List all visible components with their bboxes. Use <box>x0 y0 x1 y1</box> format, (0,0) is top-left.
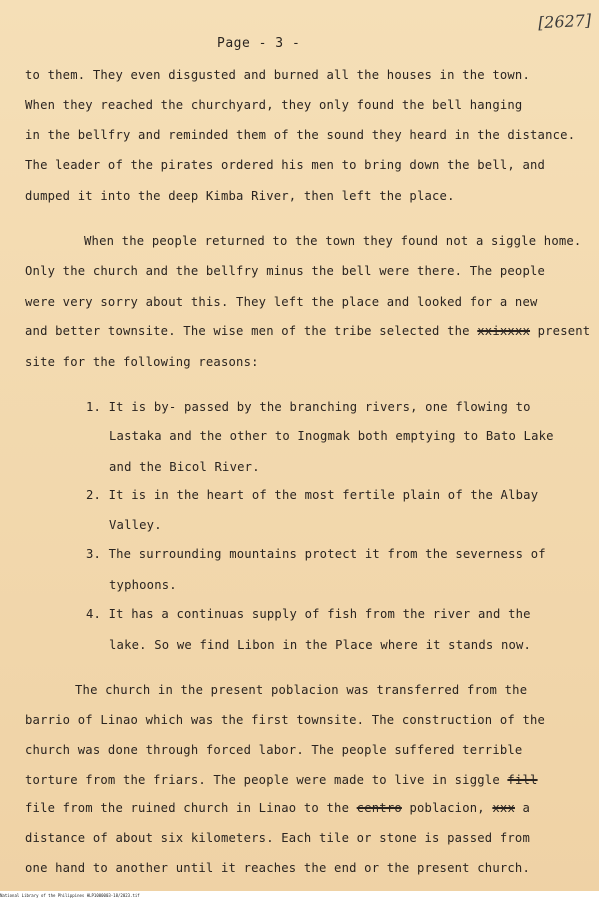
text-line: were very sorry about this. They left the place and looked for a new <box>25 295 538 309</box>
page-number: Page - 3 - <box>217 36 301 51</box>
text-line: distance of about six kilometers. Each tile or stone is passed from <box>25 831 531 845</box>
text-line: barrio of Linao which was the first townsite. The construction of the <box>25 713 546 727</box>
text-line-main: torture from the friars. The people were made to live in siggle <box>25 773 500 787</box>
text-line: dumped it into the deep Kimba River, then left the place. <box>25 189 455 203</box>
text-line-main: and better townsite. The wise men of the tribe selected the <box>25 324 470 338</box>
text-word: poblacion, <box>409 801 485 815</box>
struck-word: xxx <box>492 801 515 815</box>
list-item-continued: and the Bicol River. <box>109 460 260 474</box>
text-line: site for the following reasons: <box>25 355 259 369</box>
struck-word: centro <box>356 801 402 815</box>
archive-annotation: [2627] <box>537 10 592 33</box>
text-line: The leader of the pirates ordered his men to bring down the bell, and <box>25 158 546 172</box>
text-word: present <box>537 324 591 338</box>
text-line: The church in the present poblacion was transferred from the <box>75 683 528 697</box>
list-item-continued: lake. So we find Libon in the Place where it stands now. <box>109 638 532 652</box>
text-line <box>25 324 590 338</box>
text-word: a <box>522 801 531 815</box>
text-line: one hand to another until it reaches the end or the present church. <box>25 861 531 875</box>
text-line: to them. They even disgusted and burned all the houses in the town. <box>25 68 531 82</box>
text-line <box>25 801 530 815</box>
list-item: 2. It is in the heart of the most fertile plain of the Albay <box>86 488 539 502</box>
text-line: When they reached the churchyard, they only found the bell hanging <box>25 98 523 112</box>
list-item-continued: typhoons. <box>109 578 177 592</box>
struck-word: fill <box>507 773 538 787</box>
footer-caption: National Library of the Philippines HLP1000003-18/2023.tif <box>0 893 140 898</box>
list-item: 3. The surrounding mountains protect it from the severness of <box>86 547 546 561</box>
list-item: 1. It is by- passed by the branching rivers, one flowing to <box>86 400 531 414</box>
text-line <box>25 773 538 787</box>
text-line: church was done through forced labor. The people suffered terrible <box>25 743 523 757</box>
list-item-continued: Valley. <box>109 518 162 532</box>
list-item: 4. It has a continuas supply of fish from the river and the <box>86 607 531 621</box>
struck-word: xxixxxx <box>477 324 531 338</box>
text-line: in the bellfry and reminded them of the sound they heard in the distance. <box>25 128 576 142</box>
list-item-continued: Lastaka and the other to Inogmak both emptying to Bato Lake <box>109 429 554 443</box>
text-line-main: file from the ruined church in Linao to the <box>25 801 350 815</box>
text-line: Only the church and the bellfry minus the bell were there. The people <box>25 264 546 278</box>
text-line: When the people returned to the town they found not a siggle home. <box>84 234 582 248</box>
